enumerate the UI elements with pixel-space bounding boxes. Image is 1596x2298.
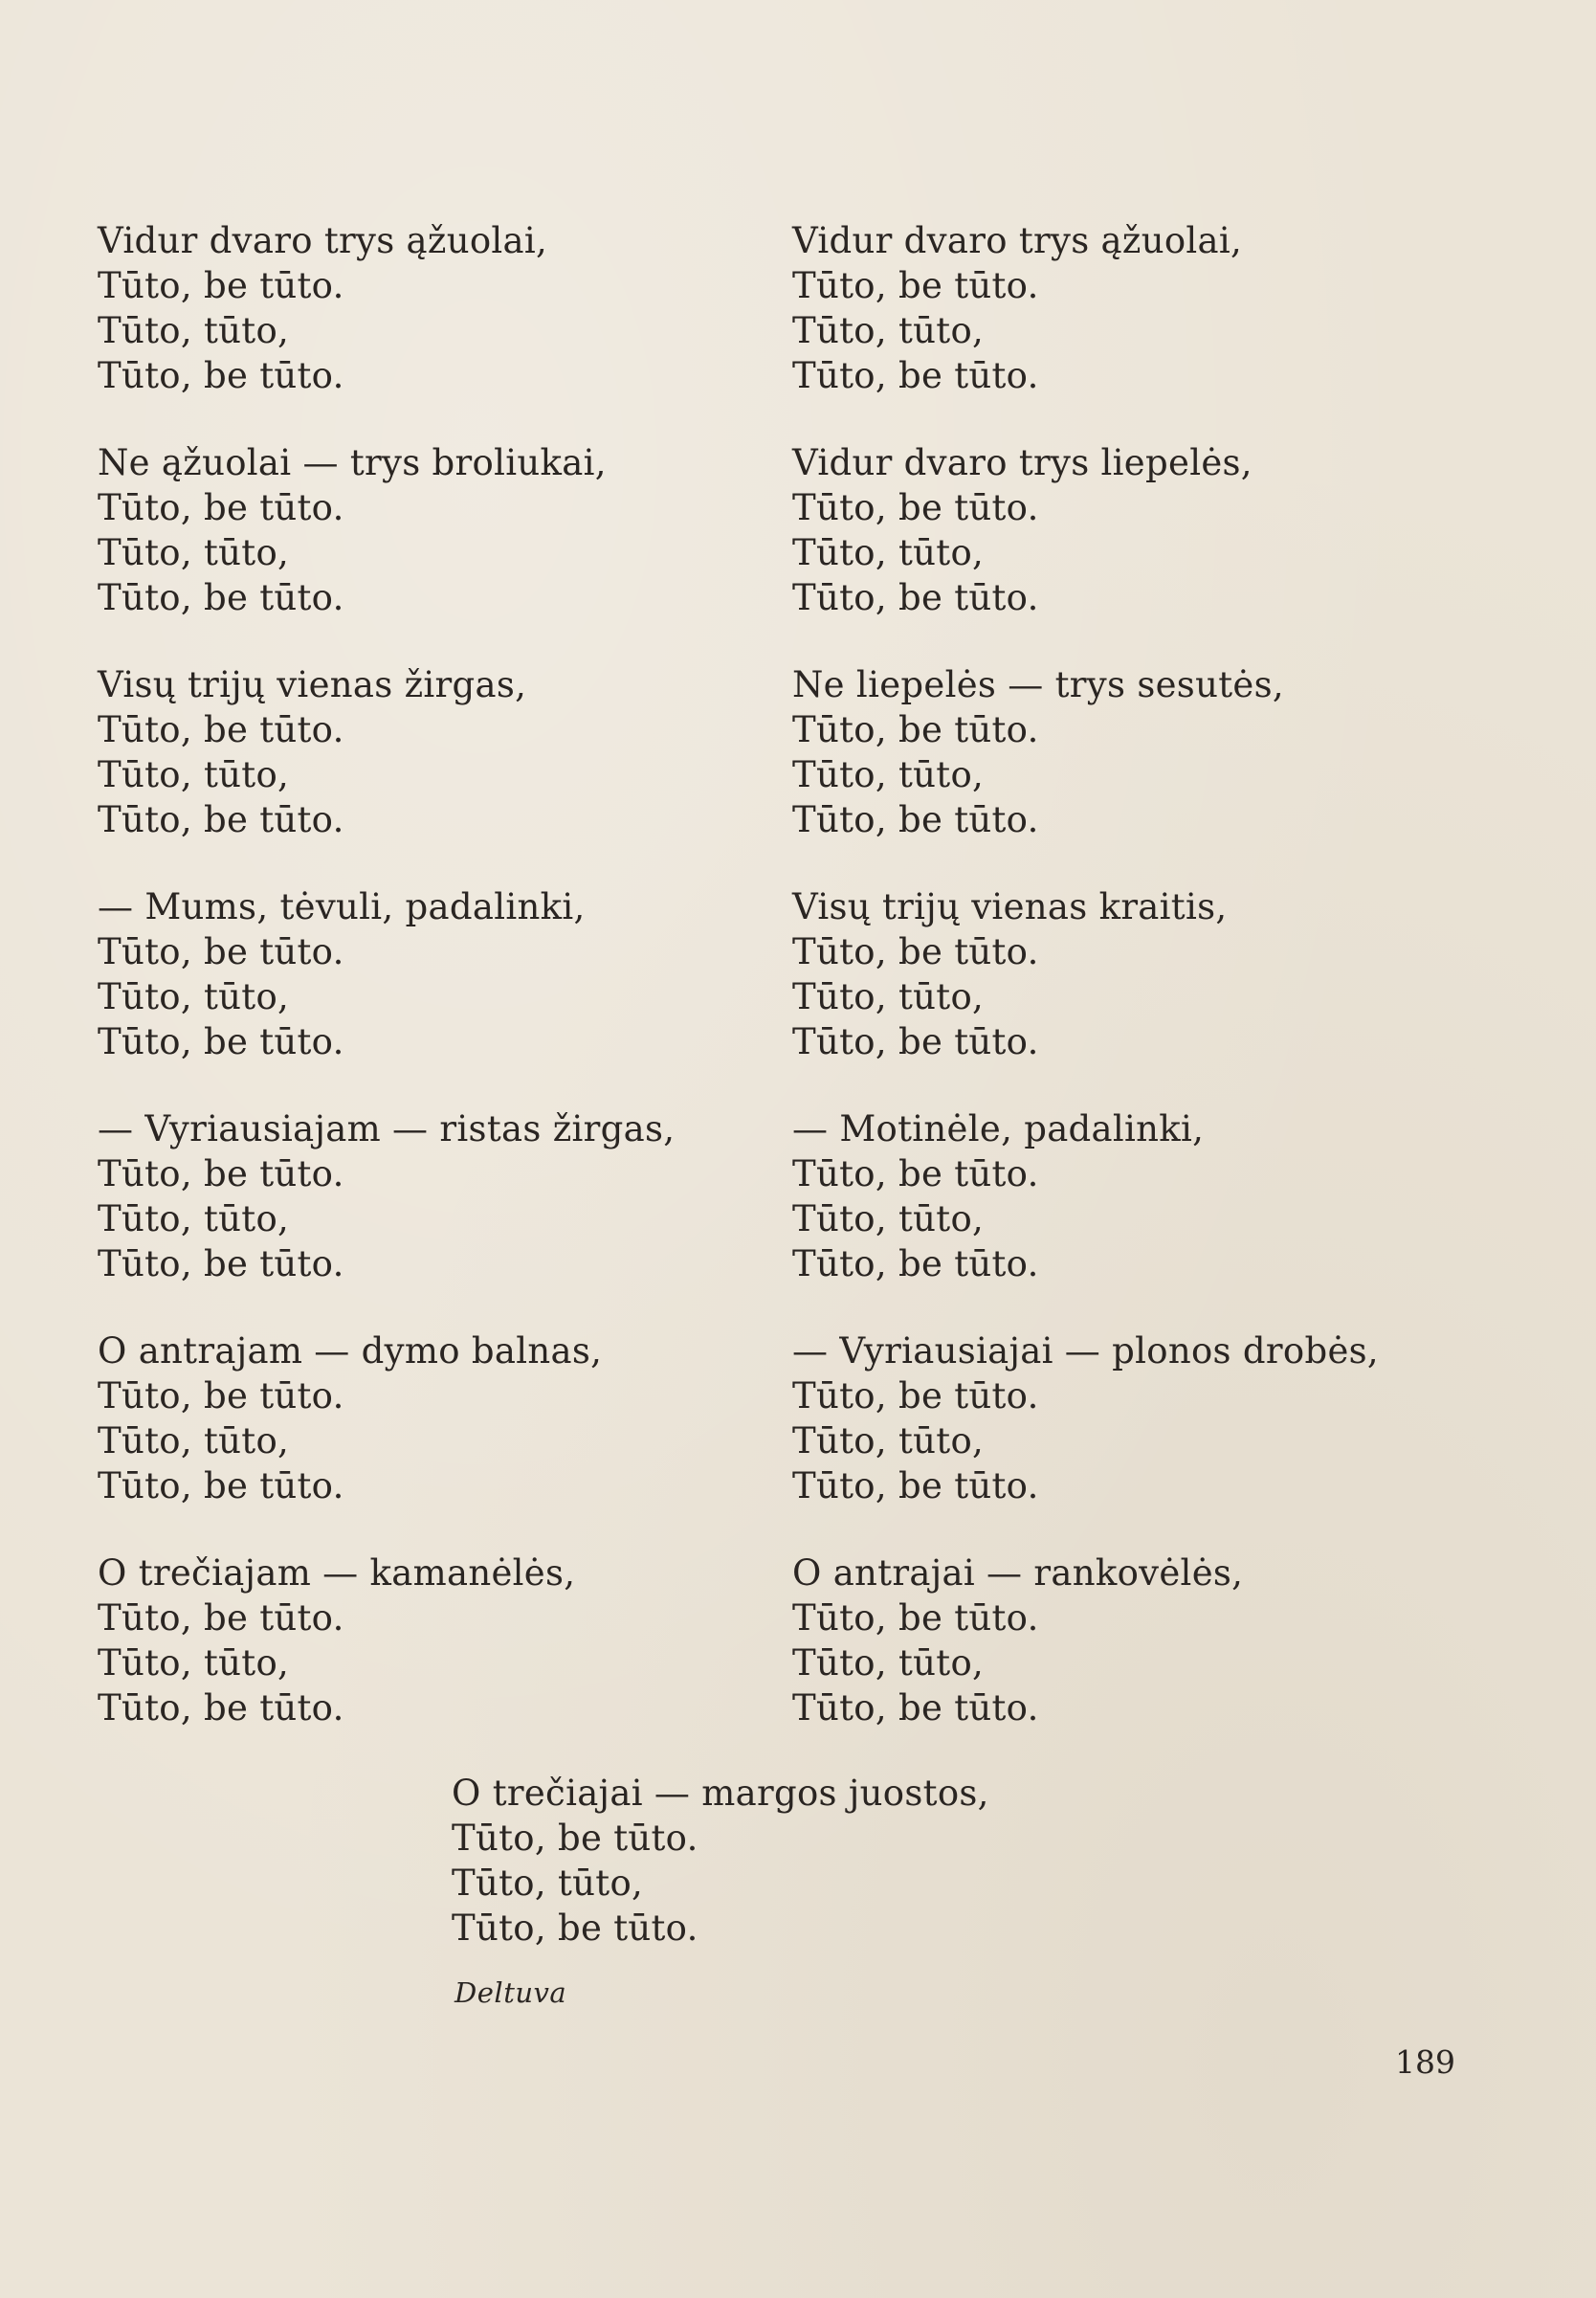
verse-line: Tūto, be tūto. [98, 577, 344, 618]
verse-line: Tūto, be tūto. [98, 1243, 344, 1284]
verse-line: Tūto, tūto, [98, 976, 290, 1017]
verse-line: Ne ąžuolai — trys broliukai, [98, 442, 607, 483]
verse-line: Tūto, be tūto. [98, 265, 344, 306]
verse-line: — Mums, tėvuli, padalinki, [98, 886, 586, 927]
verse-line: Tūto, be tūto. [452, 1818, 698, 1859]
stanza [792, 440, 1558, 620]
verse-line: — Vyriausiajam — ristas žirgas, [98, 1108, 676, 1149]
right-column [792, 218, 1558, 1773]
verse-line: Tūto, be tūto. [98, 1375, 344, 1417]
verse-line: O trečiajai — margos juostos, [452, 1773, 989, 1814]
verse-line: Tūto, be tūto. [98, 799, 344, 840]
verse-line: Tūto, be tūto. [792, 487, 1039, 528]
stanza [792, 884, 1558, 1064]
verse-line: Tūto, be tūto. [792, 577, 1039, 618]
verse-line: Tūto, tūto, [792, 754, 985, 795]
verse-line: — Vyriausiajai — plonos drobės, [792, 1330, 1379, 1372]
stanza [98, 1551, 748, 1730]
verse-line: Tūto, be tūto. [792, 265, 1039, 306]
verse-line: Vidur dvaro trys ąžuolai, [98, 220, 548, 261]
song-origin: Deltuva [454, 1976, 567, 2009]
verse-line: Tūto, be tūto. [792, 1597, 1039, 1639]
page-number: 189 [1395, 2043, 1455, 2081]
stanza [792, 1106, 1558, 1286]
verse-line: — Motinėle, padalinki, [792, 1108, 1205, 1149]
verse-line: Tūto, be tūto. [98, 1687, 344, 1729]
verse-line: Tūto, be tūto. [98, 931, 344, 972]
verse-line: Tūto, tūto, [98, 1642, 290, 1684]
verse-line: Tūto, be tūto. [792, 799, 1039, 840]
verse-line: Tūto, be tūto. [98, 487, 344, 528]
verse-line: Tūto, tūto, [792, 1198, 985, 1239]
verse-line: Tūto, tūto, [792, 532, 985, 573]
verse-line: Vidur dvaro trys liepelės, [792, 442, 1252, 483]
verse-line: Tūto, tūto, [792, 976, 985, 1017]
verse-line: Tūto, be tūto. [792, 1243, 1039, 1284]
stanza [98, 884, 748, 1064]
verse-line: Tūto, be tūto. [98, 1597, 344, 1639]
stanza [792, 662, 1558, 842]
verse-line: Tūto, tūto, [98, 754, 290, 795]
verse-line: Tūto, be tūto. [98, 1153, 344, 1194]
verse-line: Tūto, be tūto. [98, 709, 344, 750]
stanza [98, 440, 748, 620]
verse-line: Visų trijų vienas kraitis, [792, 886, 1228, 927]
stanza [98, 1328, 748, 1508]
verse-line: Ne liepelės — trys sesutės, [792, 664, 1284, 705]
verse-line: Tūto, tūto, [98, 532, 290, 573]
verse-line: Tūto, be tūto. [792, 709, 1039, 750]
verse-line: Tūto, tūto, [98, 1198, 290, 1239]
stanza [98, 1106, 748, 1286]
verse-line: Tūto, be tūto. [792, 1021, 1039, 1062]
verse-line: Tūto, be tūto. [452, 1908, 698, 1949]
verse-line: O trečiajam — kamanėlės, [98, 1552, 576, 1594]
verse-line: O antrajam — dymo balnas, [98, 1330, 603, 1372]
stanza [98, 662, 748, 842]
left-column [98, 218, 748, 1773]
verse-line: Tūto, tūto, [452, 1863, 644, 1904]
verse-line: Tūto, be tūto. [792, 931, 1039, 972]
verse-line: Tūto, be tūto. [792, 1375, 1039, 1417]
verse-line: O antrajai — rankovėlės, [792, 1552, 1244, 1594]
verse-line: Tūto, tūto, [98, 310, 290, 351]
verse-line: Vidur dvaro trys ąžuolai, [792, 220, 1243, 261]
verse-line: Tūto, tūto, [792, 1642, 985, 1684]
verse-line: Tūto, be tūto. [792, 1153, 1039, 1194]
verse-line: Tūto, be tūto. [98, 1021, 344, 1062]
verse-line: Tūto, tūto, [792, 1420, 985, 1461]
stanza [792, 1328, 1558, 1508]
verse-line: Tūto, tūto, [792, 310, 985, 351]
verse-line: Tūto, be tūto. [98, 1465, 344, 1506]
stanza [98, 218, 748, 398]
verse-line: Tūto, tūto, [98, 1420, 290, 1461]
stanza [792, 218, 1558, 398]
verse-line: Tūto, be tūto. [792, 355, 1039, 396]
verse-line: Visų trijų vienas žirgas, [98, 664, 527, 705]
verse-line: Tūto, be tūto. [792, 1465, 1039, 1506]
verse-line: Tūto, be tūto. [792, 1687, 1039, 1729]
final-stanza [452, 1771, 989, 1951]
stanza [792, 1551, 1558, 1730]
verse-line: Tūto, be tūto. [98, 355, 344, 396]
